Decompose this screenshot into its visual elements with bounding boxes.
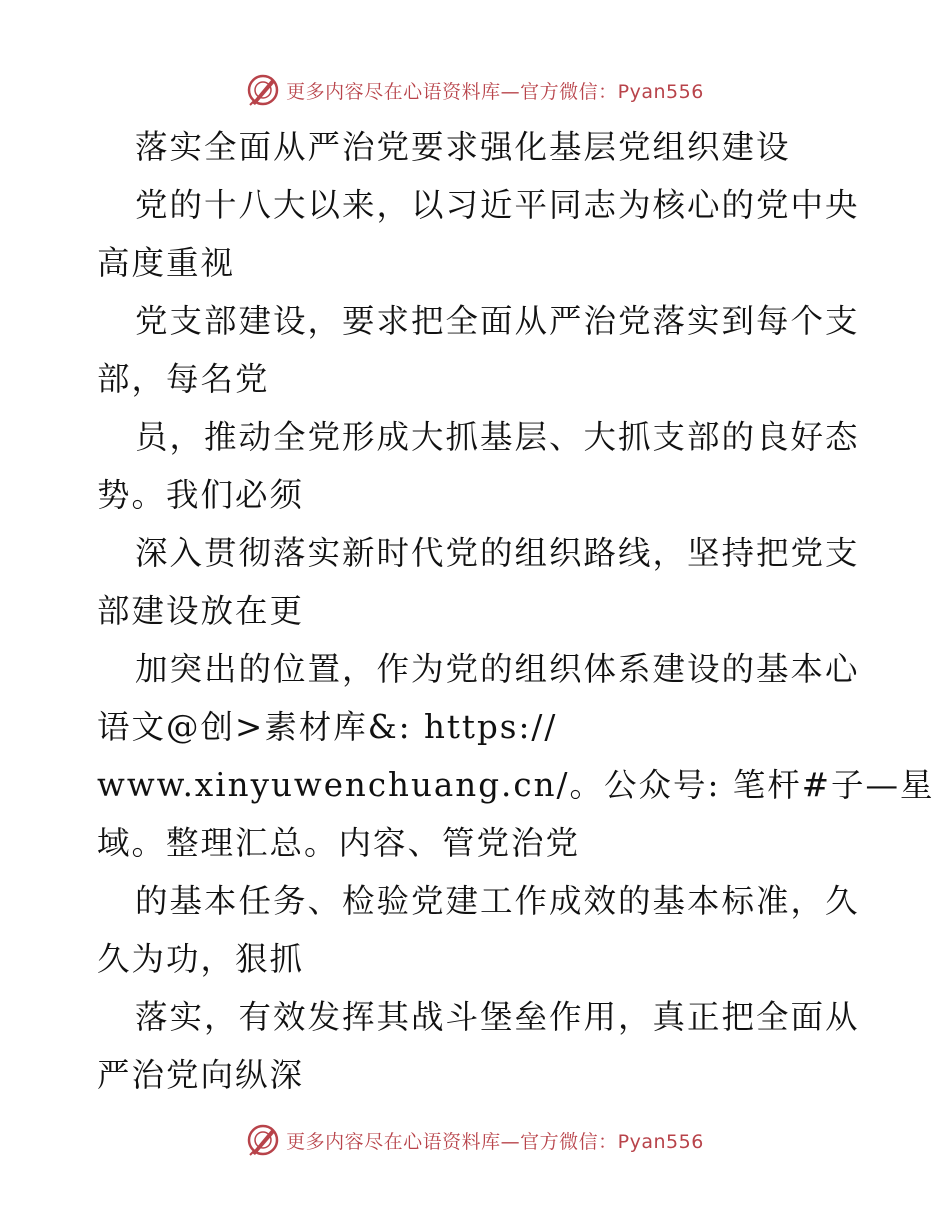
paragraph-line: 部，每名党 bbox=[97, 360, 270, 398]
footer-banner bbox=[0, 1120, 950, 1160]
paragraph-line: 加突出的位置，作为党的组织体系建设的基本心 bbox=[135, 650, 860, 688]
paragraph-line: 高度重视 bbox=[97, 244, 236, 282]
paragraph-line: 部建设放在更 bbox=[97, 592, 305, 630]
paragraph-line: 势。我们必须 bbox=[97, 476, 305, 514]
paragraph-line: 员，推动全党形成大抓基层、大抓支部的良好态 bbox=[135, 418, 860, 456]
header-banner-text: 更多内容尽在心语资料库—官方微信：Pyan556 bbox=[286, 80, 704, 103]
paragraph-line: 严治党向纵深 bbox=[97, 1056, 305, 1094]
paragraph-line: 语文@创>素材库&: https:// bbox=[97, 708, 558, 746]
quill-pen-icon bbox=[246, 1123, 280, 1157]
paragraph-line: 久为功，狠抓 bbox=[97, 940, 305, 978]
document-body bbox=[97, 118, 935, 1104]
paragraph-line: 党支部建设，要求把全面从严治党落实到每个支 bbox=[135, 302, 860, 340]
document-title: 落实全面从严治党要求强化基层党组织建设 bbox=[135, 128, 791, 166]
paragraph-line: 党的十八大以来，以习近平同志为核心的党中央 bbox=[135, 186, 860, 224]
paragraph-line: 落实，有效发挥其战斗堡垒作用，真正把全面从 bbox=[135, 998, 860, 1036]
paragraph-line: 的基本任务、检验党建工作成效的基本标准，久 bbox=[135, 882, 860, 920]
paragraph-line: 域。整理汇总。内容、管党治党 bbox=[97, 824, 581, 862]
footer-banner-text: 更多内容尽在心语资料库—官方微信：Pyan556 bbox=[286, 1130, 704, 1153]
quill-pen-icon bbox=[246, 73, 280, 107]
paragraph-line: www.xinyuwenchuang.cn/。公众号: 笔杆#子—星 bbox=[97, 766, 935, 804]
header-banner bbox=[0, 70, 950, 110]
paragraph-line: 深入贯彻落实新时代党的组织路线，坚持把党支 bbox=[135, 534, 860, 572]
